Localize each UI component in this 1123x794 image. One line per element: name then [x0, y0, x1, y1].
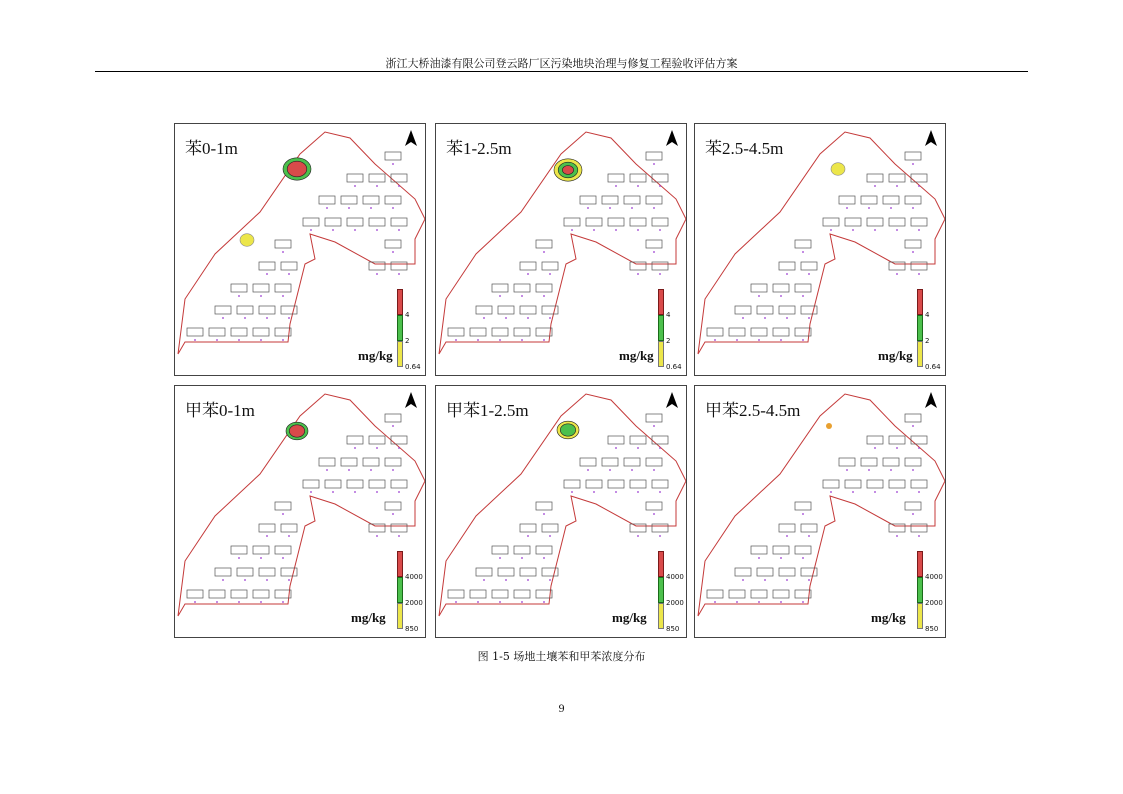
site-boundary	[698, 394, 945, 616]
map-panel	[174, 385, 426, 638]
color-legend	[917, 551, 943, 633]
legend-swatch	[917, 315, 923, 341]
site-boundary	[698, 132, 945, 354]
legend-tick-label: 4000	[925, 573, 943, 581]
concentration-hotspot	[826, 423, 832, 429]
site-map	[436, 124, 687, 376]
legend-tick-label: 0.64	[925, 363, 941, 371]
concentration-hotspot	[289, 425, 304, 437]
legend-swatch	[658, 341, 664, 367]
building-outlines	[448, 152, 671, 341]
building-outlines	[187, 414, 407, 603]
map-panel	[694, 385, 946, 638]
panel-title: 苯0-1m	[185, 139, 238, 158]
figure-panel-grid	[174, 123, 950, 640]
concentration-hotspot	[240, 234, 254, 247]
site-map	[175, 124, 426, 376]
unit-label: mg/kg	[358, 348, 393, 363]
document-header: 浙江大桥油漆有限公司登云路厂区污染地块治理与修复工程验收评估方案	[385, 57, 738, 70]
legend-tick-label: 4	[666, 311, 671, 319]
map-panel	[174, 123, 426, 376]
panel-title: 苯1-2.5m	[446, 139, 512, 158]
unit-label: mg/kg	[871, 610, 906, 625]
north-arrow-icon	[666, 392, 678, 408]
panel-title: 甲苯0-1m	[185, 401, 255, 420]
building-outlines	[707, 414, 927, 603]
legend-swatch	[397, 289, 403, 315]
legend-swatch	[917, 551, 923, 577]
legend-tick-label: 0.64	[666, 363, 682, 371]
legend-tick-label: 2000	[666, 599, 684, 607]
unit-label: mg/kg	[619, 348, 654, 363]
legend-swatch	[397, 315, 403, 341]
color-legend	[658, 289, 682, 371]
building-outlines	[448, 414, 668, 603]
north-arrow-icon	[405, 392, 417, 408]
legend-tick-label: 850	[666, 625, 680, 633]
panel-title: 甲苯2.5-4.5m	[705, 401, 801, 420]
legend-swatch	[917, 577, 923, 603]
site-map	[436, 386, 687, 638]
legend-swatch	[917, 341, 923, 367]
unit-label: mg/kg	[351, 610, 386, 625]
figure-caption: 图 1-5 场地土壤苯和甲苯浓度分布	[477, 650, 646, 663]
color-legend	[658, 551, 684, 633]
unit-label: mg/kg	[878, 348, 913, 363]
legend-swatch	[658, 315, 664, 341]
legend-tick-label: 2	[666, 337, 671, 345]
map-panel	[435, 385, 687, 638]
site-map	[695, 124, 946, 376]
panel-title: 苯2.5-4.5m	[705, 139, 784, 158]
legend-swatch	[658, 603, 664, 629]
legend-swatch	[397, 341, 403, 367]
building-outlines	[707, 152, 930, 341]
site-map	[695, 386, 946, 638]
legend-tick-label: 0.64	[405, 363, 421, 371]
legend-tick-label: 850	[405, 625, 419, 633]
north-arrow-icon	[925, 130, 937, 146]
color-legend	[397, 551, 423, 633]
unit-label: mg/kg	[612, 610, 647, 625]
legend-swatch	[917, 603, 923, 629]
page-number: 9	[558, 704, 565, 715]
legend-swatch	[658, 577, 664, 603]
site-map	[175, 386, 426, 638]
color-legend	[397, 289, 421, 371]
map-panel	[694, 123, 946, 376]
legend-tick-label: 4000	[666, 573, 684, 581]
legend-tick-label: 2	[405, 337, 410, 345]
north-arrow-icon	[405, 130, 417, 146]
concentration-hotspot	[560, 424, 575, 436]
panel-title: 甲苯1-2.5m	[446, 401, 529, 420]
header-rule	[95, 71, 1028, 72]
concentration-hotspot	[831, 163, 845, 176]
legend-swatch	[397, 577, 403, 603]
legend-tick-label: 850	[925, 625, 939, 633]
legend-swatch	[658, 289, 664, 315]
legend-swatch	[658, 551, 664, 577]
legend-tick-label: 2000	[925, 599, 943, 607]
legend-tick-label: 4	[925, 311, 930, 319]
legend-tick-label: 4000	[405, 573, 423, 581]
north-arrow-icon	[925, 392, 937, 408]
map-panel	[435, 123, 687, 376]
legend-swatch	[397, 551, 403, 577]
legend-tick-label: 2	[925, 337, 930, 345]
legend-swatch	[917, 289, 923, 315]
north-arrow-icon	[666, 130, 678, 146]
legend-tick-label: 4	[405, 311, 410, 319]
concentration-hotspot	[287, 161, 307, 177]
legend-swatch	[397, 603, 403, 629]
legend-tick-label: 2000	[405, 599, 423, 607]
color-legend	[917, 289, 941, 371]
concentration-hotspot	[562, 166, 573, 175]
